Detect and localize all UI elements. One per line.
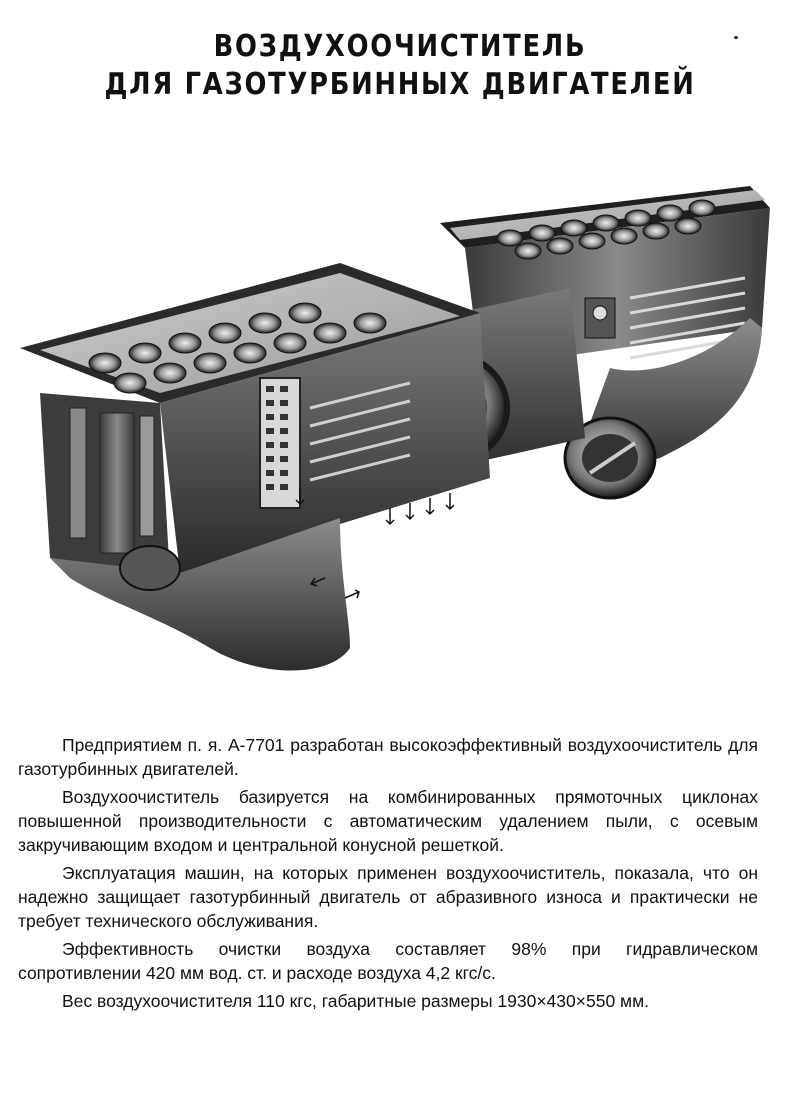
paragraph-intro: Предприятием п. я. А-7701 разработан высокоэффективный воздухоочиститель для газотурбинных двигателей. [18, 735, 758, 779]
paragraph-operation: Эксплуатация машин, на которых применен воздухоочиститель, показала, что он надежно защищает газотурбинный двигатель от абразивного износа и практически не требует технического обслуживания. [18, 863, 758, 931]
paragraph-design: Воздухоочиститель базируется на комбинированных прямоточных циклонах повышенной производительности с автоматическим удалением пыли, с осевым закручивающим входом и центральной конусной решеткой. [18, 787, 758, 855]
air-cleaner-cutaway-illustration [10, 178, 790, 698]
title-line-2: ДЛЯ ГАЗОТУРБИННЫХ ДВИГАТЕЛЕЙ [104, 67, 696, 102]
paragraph-efficiency: Эффективность очистки воздуха составляет 98% при гидравлическом сопротивлении 420 мм вод. ст. и расходе воздуха 4,2 кгс/с. [18, 939, 758, 983]
paragraph-weight-dimensions: Вес воздухоочистителя 110 кгс, габаритные размеры 1930×430×550 мм. [62, 991, 649, 1011]
left-unit [20, 263, 490, 671]
page-title [56, 28, 744, 104]
description-text [18, 733, 758, 1017]
title-line-1: ВОЗДУХООЧИСТИТЕЛЬ [213, 29, 587, 64]
print-speck [734, 36, 738, 39]
